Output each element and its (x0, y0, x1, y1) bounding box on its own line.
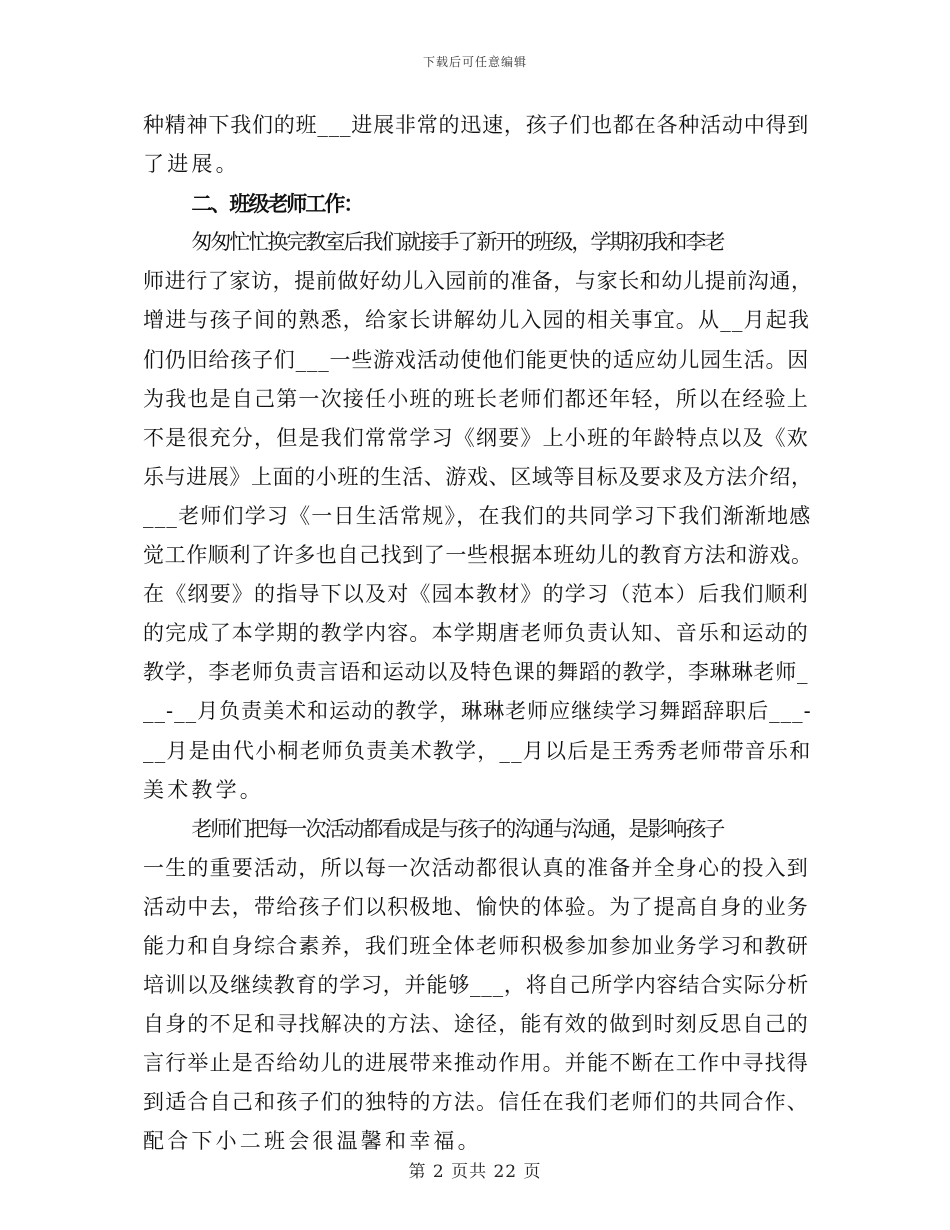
paragraph-line: 美术教学。 (143, 777, 264, 802)
section-heading: 二、班级老师工作： (191, 191, 363, 217)
page-header: 下载后可任意编辑 (422, 55, 527, 69)
paragraph-line: ___老师们学习《一日生活常规》，在我们的共同学习下我们渐渐地感 (143, 503, 812, 528)
paragraph-line: __-__月负责美术和运动的教学，琳琳老师应继续学习舞蹈辞职后___- (143, 699, 812, 724)
paragraph-line: 觉工作顺利了许多也自己找到了一些根据本班幼儿的教育方法和游戏。 (143, 543, 813, 568)
paragraph-line: 不是很充分，但是我们常常学习《纲要》上小班的年龄特点以及《欢 (143, 425, 809, 450)
paragraph-line: 为我也是自己第一次接任小班的班长老师们都还年轻，所以在经验上 (143, 386, 809, 411)
paragraph-line: 增进与孩子间的熟悉，给家长讲解幼儿入园的相关事宜。从__月起我 (143, 308, 811, 333)
paragraph-line: 自身的不足和寻找解决的方法、途径，能有效的做到时刻反思自己的 (143, 1012, 809, 1037)
paragraph-line: 的完成了本学期的教学内容。本学期唐老师负责认知、音乐和运动的 (143, 621, 809, 646)
paragraph-line: 培训以及继续教育的学习，并能够___，将自己所学内容结合实际分析 (143, 973, 810, 998)
paragraph-line: 活动中去，带给孩子们以积极地、愉快的体验。为了提高自身的业务 (143, 894, 809, 919)
paragraph-line: 师进行了家访，提前做好幼儿入园前的准备，与家长和幼儿提前沟通， (143, 269, 813, 294)
paragraph-line: 教学，李老师负责言语和运动以及特色课的舞蹈的教学，李琳琳老师_ (143, 660, 809, 685)
paragraph-line: 种精神下我们的班___进展非常的迅速，孩子们也都在各种活动中得到 (143, 113, 810, 137)
paragraph-line: 乐与进展》上面的小班的生活、游戏、区域等目标及要求及方法介绍， (143, 464, 813, 489)
paragraph-line: 了进展。 (143, 152, 240, 177)
paragraph-line: 匆匆忙忙换完教室后我们就接手了新开的班级，学期初我和李老 (191, 230, 724, 255)
paragraph-line: 能力和自身综合素养，我们班全体老师积极参加参加业务学习和教研 (143, 933, 809, 958)
page-footer: 第 2 页共 22 页 (408, 1162, 542, 1182)
paragraph-line: __月是由代小桐老师负责美术教学，__月以后是王秀秀老师带音乐和 (143, 738, 812, 763)
paragraph-line: 老师们把每一次活动都看成是与孩子的沟通与沟通，是影响孩子 (191, 816, 724, 841)
paragraph-line: 一生的重要活动，所以每一次活动都很认真的准备并全身心的投入到 (143, 855, 809, 880)
paragraph-line: 配合下小二班会很温馨和幸福。 (143, 1129, 482, 1154)
paragraph-line: 在《纲要》的指导下以及对《园本教材》的学习（范本）后我们顺利 (143, 582, 809, 607)
paragraph-line: 到适合自己和孩子们的独特的方法。信任在我们老师们的共同合作、 (143, 1090, 809, 1115)
paragraph-line: 们仍旧给孩子们___一些游戏活动使他们能更快的适应幼儿园生活。因 (143, 347, 810, 372)
paragraph-line: 言行举止是否给幼儿的进展带来推动作用。并能不断在工作中寻找得 (143, 1051, 809, 1076)
document-body (143, 106, 813, 1162)
